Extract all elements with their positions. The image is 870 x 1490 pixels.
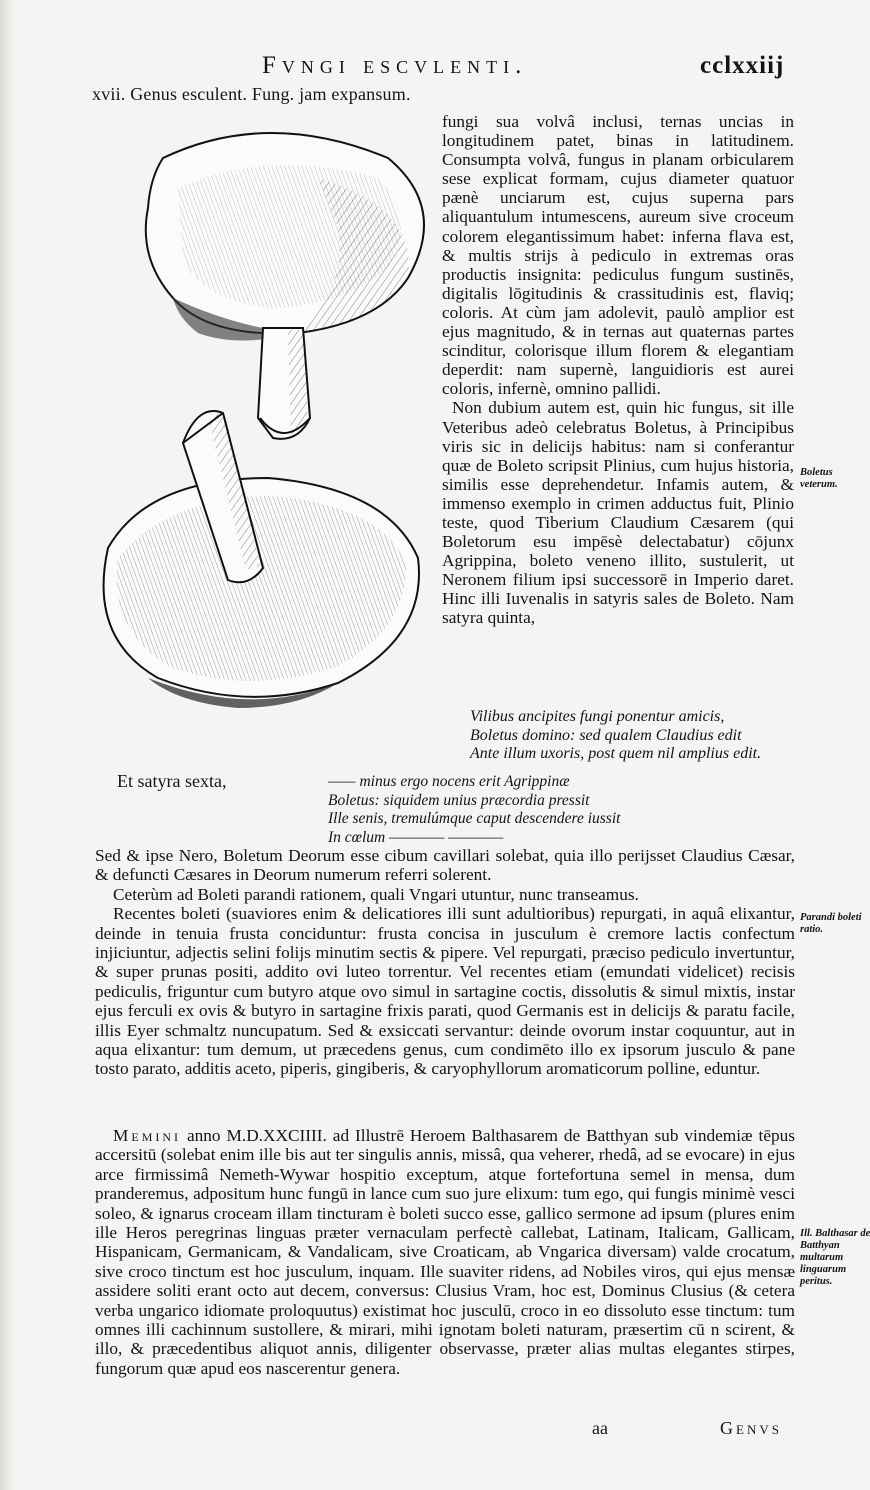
verse-juvenal-6: [328, 773, 748, 847]
lower-mushroom: [104, 411, 419, 708]
paragraph-nero: Sed & ipse Nero, Boletum Deorum esse cibum cavillari solebat, quia illo perijsset Claudius Cæsar, & defuncti Cæsares in Deorum numerum referri solerent.: [95, 846, 795, 885]
verse-line: —— minus ergo nocens erit Agrippinæ: [328, 773, 570, 790]
folio-number: cclxxiij: [700, 52, 785, 79]
verse-line: In cœlum ———— ————: [328, 828, 504, 846]
verse-line: Ante illum uxoris, post quem nil amplius edit.: [470, 745, 762, 763]
paragraph-boletus: Non dubium autem est, quin hic fungus, sit ille Veteribus adeò celebratus Boletus, à Principibus viris sic in delicijs habitus: nam si conferantur quæ de Boleto scripsit Plinius, cum hujus historia, similis esse deprehendetur. Infamis autem, & immenso exemplo in crimen adductus fuit, Plinio teste, quod Tiberium Claudium Cæsarem (qui Boletorum esu impēsè delectabatur) cōjunx Agrippina, boleto veneno illito, sustulerit, ut Neronem filium ipsi successorē in Imperio daret. Hinc illi Iuvenalis in satyris sales de Boleto. Nam satyra quinta,: [442, 398, 794, 628]
verse-line: Boletus: siquidem unius præcordia pressit: [328, 791, 590, 809]
upper-mushroom: [146, 133, 424, 439]
verse-line: Vilibus ancipites fungi ponentur amicis,: [470, 708, 725, 725]
paragraph-description: fungi sua volvâ inclusi, ternas uncias in longitudinem patet, binas in latitudinem. Consumpta volvâ, fungus in planam orbicularem sese explicat formam, cujus diameter quatuor pænè unciarum est, cujus superna pars aliquantulum intumescens, aureum sive croceum colorem elegantissimum habet: inferna flava est, & multis strijs à pediculo in extremas oras productis insignita: pediculus fungum sustinēs, digitalis lōgitudinis & crassitudinis est, flaviq; coloris. At cùm jam adolevit, paulò amplior est ejus magnitudo, & in ternas aut quaternas partes scinditur, colorisque illum florem & elegantiam deperdit: nam supernè, languidioris est aurei coloris, infernè, omnino pallidi.: [442, 112, 794, 399]
margin-note-preparation: Parandi boleti ratio.: [800, 912, 862, 935]
running-title: Fvngi escvlenti.: [262, 52, 528, 79]
verse-line: Ille senis, tremulúmque caput descendere iussit: [328, 810, 621, 828]
verse-juvenal-5: [470, 708, 810, 764]
figure-caption: xvii. Genus esculent. Fung. jam expansum.: [92, 84, 411, 104]
margin-note-batthyan: Ill. Balthasar de Batthyan multarum linguarum peritus.: [800, 1228, 870, 1287]
margin-note-boletus: Boletus veterum.: [800, 467, 838, 490]
verse-line: Boletus domino: sed qualem Claudius edit: [470, 726, 742, 744]
paragraph-lead-word: Memini: [113, 1126, 182, 1145]
mushroom-woodcut-icon: [88, 118, 448, 738]
catchword: Genvs: [720, 1418, 782, 1438]
signature-mark: aa: [592, 1418, 608, 1438]
paragraph-anecdote: anno M.D.XXCIIII. ad Illustrē Heroem Balthasarem de Batthyan sub vindemiæ tēpus accersitū (solebat enim ille bis aut ter singulis annis, missâ, qua veherer, rhedâ, ad se evocare) in ejus arce firmissimâ Nemeth-Wywar hospitio exceptum, atque fortefortuna semel in mensa, dum pranderemus, adpositum hunc fungū in lance cum suo jure elixum: tum ego, qui fungis minimè vesci soleo, & ignarus croceam illam tincturam è boleti succo esse, gallico sermone ad ipsum (plures enim ille Heros peregrinas linguas præter vernaculam perfectè callebat, Latinam, Italicam, Gallicam, Hispanicam, Germanicam, & Vandalicam, sive Croaticam, ab Vngarica diversam) valde crocatum, sive croco tinctum est hoc jusculum, inquam. Ille suaviter ridens, ad Nobiles viros, qui ejus mensæ assidere soliti erant octo aut decem, conversus: Clusius Vram, hoc est, Dominus Clusius (& cetera verba ungarico idiomate proloquutus) existimat hoc jusculū, croco in eo dissoluto esse tinctum: tum omnes illi cachinnum sustollere, & mirari, mihi ignotam boleti naturam, præsertim cū n scirent, & illo, & præcedentibus aliquot annis, diligenter observasse, præter alias multas elegantes stirpes, fungorum quæ apud eos nascerentur genera.: [95, 1126, 795, 1378]
paragraph-preparation: Recentes boleti (suaviores enim & delicatiores illi sunt adultioribus) repurgati, in aquâ elixantur, deinde in tenuia frusta conciduntur: frusta concisa in jusculum è cremore lactis confectum injiciuntur, adjectis selini folijs minutim sectis & pipere. Vel repurgati, præciso pediculo invertuntur, & super prunas positi, addito ovi luteo torrentur. Vel recentes etiam (emundati videlicet) recisis pediculis, friguntur cum butyro atque ovo simul in sartagine coctis, dissolutis & simul mixtis, instar ejus ferculi ex ovis & butyro in sartagine frixis parati, quod Germanis est in delicijs & paratu facile, illis Eyer schmaltz nuncupatum. Sed & exsiccati servantur: deinde ovorum instar coquuntur, aut in aqua elixantur: tum demum, ut præcedens genus, cum condimēto illo ex ipsorum jusculo & pane tosto parato, additis aceto, piperis, gingiberis, & caryophyllorum aromaticorum polline, eduntur.: [95, 904, 795, 1079]
page-edge-shadow: [0, 0, 14, 1490]
right-column-text: [442, 112, 794, 628]
paragraph-transition: Ceterùm ad Boleti parandi rationem, quali Vngari utuntur, nunc transeamus.: [113, 884, 639, 904]
body-text-block: [95, 846, 795, 1079]
anecdote-block: [95, 1126, 795, 1378]
verse-intro: Et satyra sexta,: [117, 771, 227, 791]
